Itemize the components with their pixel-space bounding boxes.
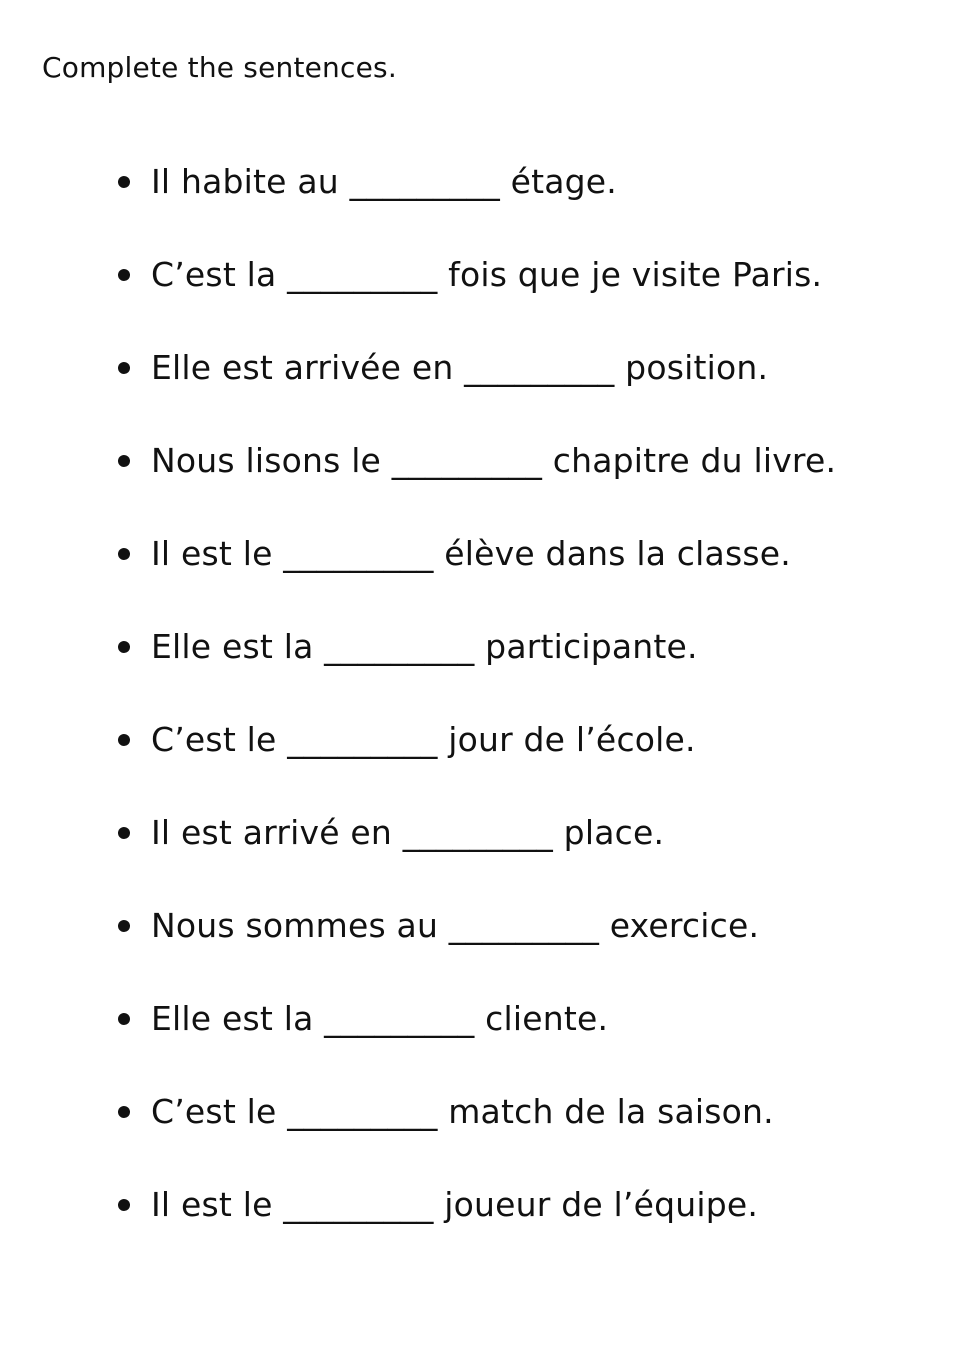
sentence-text: Il est le _________ élève dans la classe. <box>151 534 791 573</box>
bullet-icon <box>118 641 130 653</box>
sentence-text: Il est arrivé en _________ place. <box>151 813 665 852</box>
sentence-item <box>0 1090 960 1183</box>
bullet-icon <box>118 1106 130 1118</box>
bullet-icon <box>118 548 130 560</box>
sentence-item <box>0 625 960 718</box>
bullet-icon <box>118 827 130 839</box>
sentence-text: Elle est arrivée en _________ position. <box>151 348 769 387</box>
sentence-item <box>0 718 960 811</box>
instruction-heading: Complete the sentences. <box>42 51 397 84</box>
sentence-item <box>0 904 960 997</box>
bullet-icon <box>118 362 130 374</box>
sentence-item <box>0 439 960 532</box>
sentence-text: Il est le _________ joueur de l’équipe. <box>151 1185 759 1224</box>
sentence-text: Nous lisons le _________ chapitre du livre. <box>151 441 837 480</box>
sentence-item <box>0 346 960 439</box>
bullet-icon <box>118 269 130 281</box>
sentence-text: Elle est la _________ cliente. <box>151 999 609 1038</box>
sentence-item <box>0 997 960 1090</box>
sentence-text: C’est le _________ jour de l’école. <box>151 720 696 759</box>
bullet-icon <box>118 920 130 932</box>
sentence-text: C’est la _________ fois que je visite Paris. <box>151 255 823 294</box>
sentence-item <box>0 253 960 346</box>
sentence-item <box>0 1183 960 1276</box>
bullet-icon <box>118 734 130 746</box>
sentence-item <box>0 532 960 625</box>
sentence-text: C’est le _________ match de la saison. <box>151 1092 774 1131</box>
sentence-list <box>0 160 960 1276</box>
sentence-item <box>0 811 960 904</box>
sentence-text: Elle est la _________ participante. <box>151 627 698 666</box>
sentence-text: Nous sommes au _________ exercice. <box>151 906 760 945</box>
bullet-icon <box>118 176 130 188</box>
sentence-item <box>0 160 960 253</box>
bullet-icon <box>118 1199 130 1211</box>
bullet-icon <box>118 1013 130 1025</box>
bullet-icon <box>118 455 130 467</box>
sentence-text: Il habite au _________ étage. <box>151 162 617 201</box>
